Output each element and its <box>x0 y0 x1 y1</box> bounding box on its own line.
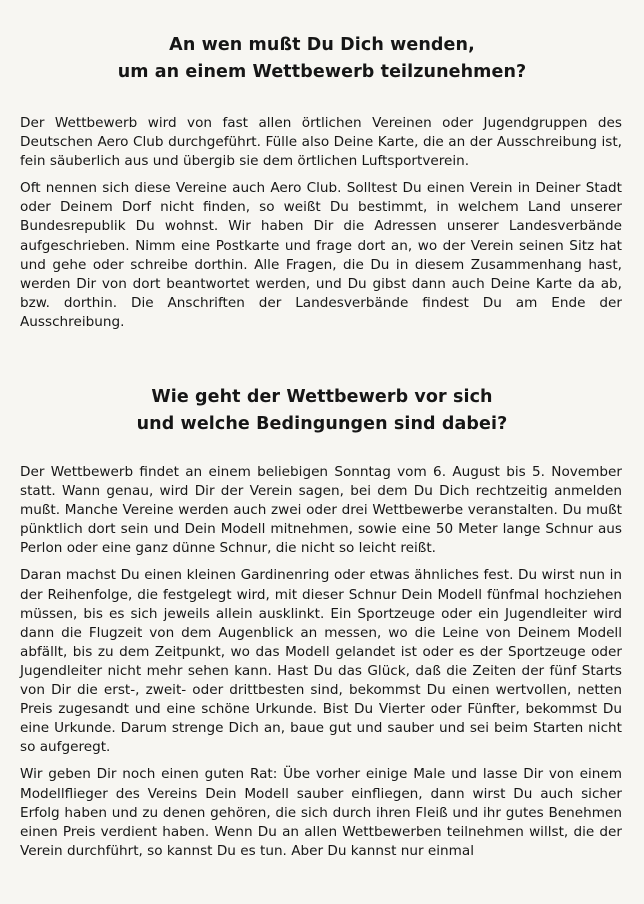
section-2-heading <box>20 384 624 438</box>
section-2-heading-line-2: und welche Bedingungen sind dabei? <box>136 414 508 434</box>
section-2-body <box>20 463 622 869</box>
section-2-paragraph-2: Daran machst Du einen kleinen Gardinenring oder etwas ähnliches fest. Du wirst nun in der Reihenfolge, die festgelegt wird, mit dieser Schnur Dein Modell fünfmal hochziehen müssen, bis es sich jeweils allein ausklinkt. Ein Sportzeuge oder ein Jugendleiter wird dann die Flugzeit von dem Augenblick an messen, wo die Leine von Deinem Modell abfällt, bis zu dem Zeitpunkt, wo das Modell gelandet ist oder es der Sportzeuge oder Jugendleiter nicht mehr sehen kann. Hast Du das Glück, daß die Zeiten der fünf Starts von Dir die erst-, zweit- oder drittbesten sind, bekommst Du einen wertvollen, netten Preis zugesandt und eine schöne Urkunde. Bist Du Vierter oder Fünfter, bekommst Du eine Urkunde. Darum strenge Dich an, baue gut und sauber und sei beim Starten nicht so aufgeregt. <box>20 567 622 756</box>
section-2-paragraph-3: Wir geben Dir noch einen guten Rat: Übe vorher einige Male und lasse Dir von einem Modellflieger des Vereins Dein Modell sauber einfliegen, dann wirst Du auch sicher Erfolg haben und zu denen gehören, die sich durch ihren Fleiß und ihr gutes Benehmen einen Preis verdient haben. Wenn Du an allen Wettbewerben teilnehmen willst, die der Verein durchführt, so kannst Du es tun. Aber Du kannst nur einmal <box>20 766 622 859</box>
section-1-paragraph-1: Der Wettbewerb wird von fast allen örtlichen Vereinen oder Jugendgruppen des Deutschen Aero Club durchgeführt. Fülle also Deine Karte, die an der Ausschreibung ist, fein säuberlich aus und übergib sie dem örtlichen Luftsportverein. <box>20 115 622 170</box>
section-2-heading-line-1: Wie geht der Wettbewerb vor sich <box>151 387 493 407</box>
section-1-paragraph-2: Oft nennen sich diese Vereine auch Aero Club. Solltest Du einen Verein in Deiner Stadt oder Deinem Dorf nicht finden, so weißt Du bestimmt, in welchem Land unserer Bundesrepublik Du wohnst. Wir haben Dir die Adressen unserer Landesverbände aufgeschrieben. Nimm eine Postkarte und frage dort an, wo der Verein seinen Sitz hat und gehe oder schreibe dorthin. Alle Fragen, die Du in diesem Zusammenhang hast, werden Dir von dort beantwortet werden, und Du gibst dann auch Deine Karte da ab, bzw. dorthin. Die Anschriften der Landesverbände findest Du am Ende der Ausschreibung. <box>20 180 622 330</box>
section-1-heading-line-1: An wen mußt Du Dich wenden, <box>169 35 475 55</box>
section-1-heading <box>20 32 624 86</box>
section-1-body <box>20 114 622 340</box>
section-1-heading-line-2: um an einem Wettbewerb teilzunehmen? <box>117 62 527 82</box>
section-2-paragraph-1: Der Wettbewerb findet an einem beliebigen Sonntag vom 6. August bis 5. November statt. Wann genau, wird Dir der Verein sagen, bei dem Du Dich rechtzeitig anmelden mußt. Manche Vereine werden auch zwei oder drei Wettbewerbe veranstalten. Du mußt pünktlich dort sein und Dein Modell mitnehmen, sowie eine 50 Meter lange Schnur aus Perlon oder eine ganz dünne Schnur, die nicht so leicht reißt. <box>20 464 622 557</box>
